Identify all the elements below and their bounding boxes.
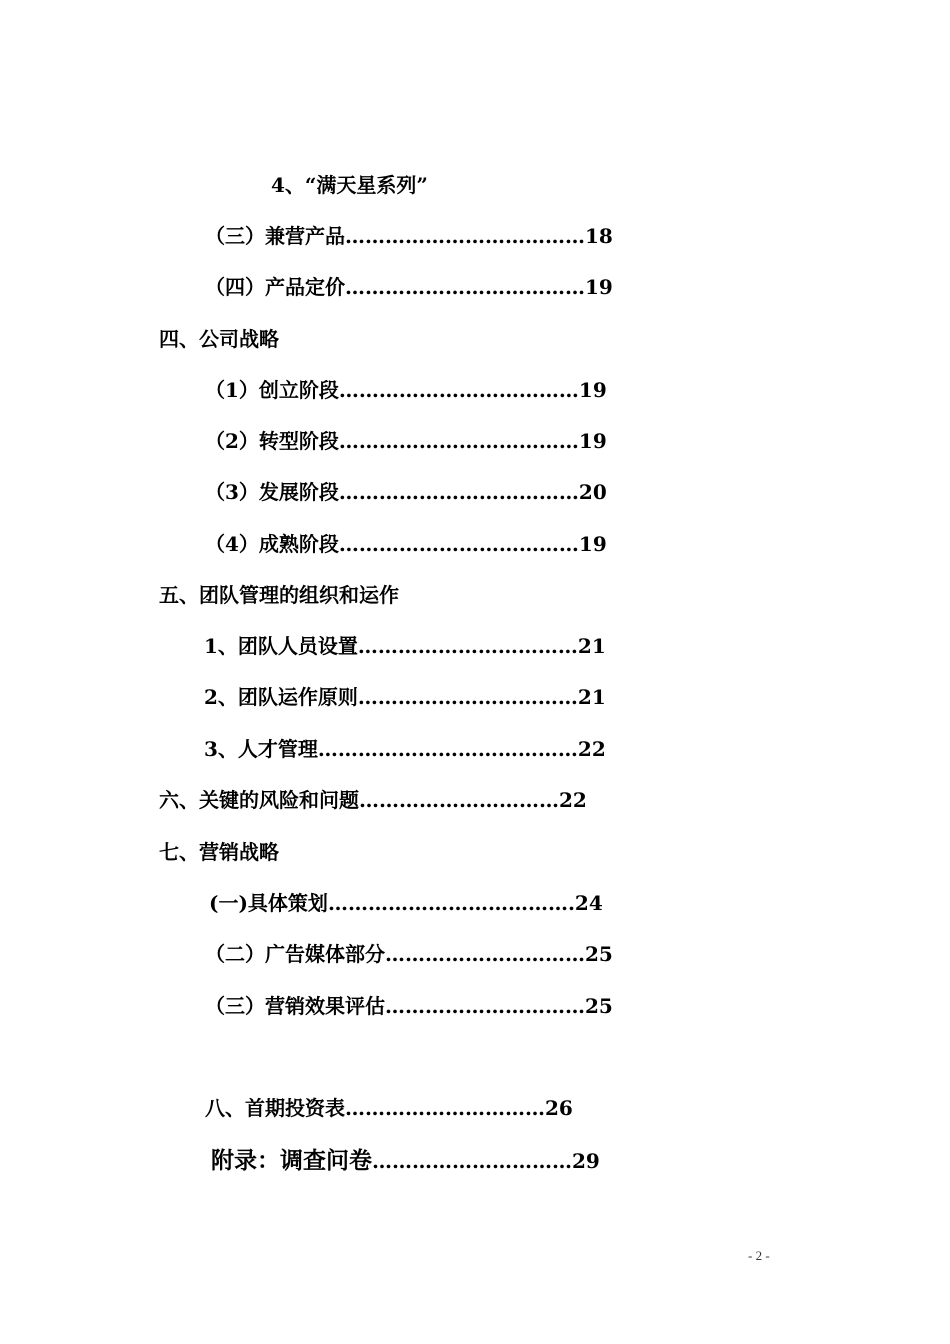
- toc-entry-text: 4、“满天星系列”: [271, 173, 428, 197]
- toc-page-number: 22: [559, 788, 587, 812]
- toc-page-number: 21: [577, 685, 606, 709]
- toc-page-number: 18: [585, 224, 613, 248]
- toc-leader-dots: ……………………………….: [327, 891, 575, 915]
- toc-leader-dots: ………………………………: [338, 480, 579, 504]
- toc-leader-dots: …………………………: [372, 1149, 572, 1173]
- page-footer-number: - 2 -: [748, 1248, 770, 1263]
- toc-page-number: 26: [545, 1096, 573, 1120]
- toc-leader-dots: ………………………………: [338, 378, 579, 402]
- toc-page-number: 29: [572, 1149, 600, 1173]
- toc-section-heading: [159, 326, 279, 352]
- toc-entry-text: 五、团队管理的组织和运作: [159, 583, 399, 607]
- toc-entry-text: （三）兼营产品: [205, 224, 345, 248]
- toc-entry: [205, 993, 613, 1019]
- toc-entry-text: 3、人才管理: [204, 737, 318, 761]
- toc-page-number: 19: [578, 378, 607, 402]
- toc-entry-text: 四、公司战略: [159, 327, 279, 351]
- toc-page-number: 19: [585, 275, 613, 299]
- toc-entry-text: 六、关键的风险和问题: [159, 788, 359, 812]
- toc-leader-dots: …………………………: [385, 942, 585, 966]
- toc-leader-dots: …………………………: [385, 994, 585, 1018]
- toc-page-number: 20: [578, 480, 607, 504]
- toc-entry: [271, 172, 428, 198]
- toc-entry-text: （4）成熟阶段: [205, 532, 339, 556]
- toc-page-number: 25: [585, 942, 613, 966]
- toc-entry: [205, 223, 613, 249]
- toc-entry: [205, 274, 613, 300]
- toc-section-heading: [159, 787, 587, 813]
- toc-leader-dots: ………………………………: [345, 275, 585, 299]
- toc-entry: [204, 684, 606, 710]
- toc-section-heading: [159, 582, 399, 608]
- toc-entry-text: 八、首期投资表: [205, 1096, 345, 1120]
- toc-leader-dots: ………………………………: [338, 429, 579, 453]
- toc-entry: [204, 736, 606, 762]
- toc-page-number: 21: [577, 634, 606, 658]
- toc-entry-text: 1、团队人员设置: [204, 634, 358, 658]
- toc-entry-text: （3）发展阶段: [205, 480, 339, 504]
- toc-section-heading: [205, 1095, 573, 1121]
- toc-entry: [205, 377, 607, 403]
- toc-leader-dots: …………………………: [359, 788, 559, 812]
- toc-entry-text: 七、营销战略: [159, 840, 279, 864]
- toc-leader-dots: ………………………………: [345, 224, 585, 248]
- toc-section-heading: [159, 839, 279, 865]
- toc-page-number: 25: [585, 994, 613, 1018]
- toc-page-number: 19: [578, 532, 607, 556]
- toc-leader-dots: …………………………………: [317, 737, 578, 761]
- toc-appendix-heading: [211, 1146, 600, 1176]
- toc-entry-text: （2）转型阶段: [205, 429, 339, 453]
- toc-leader-dots: ………………………………: [338, 532, 579, 556]
- toc-entry: [209, 890, 603, 916]
- toc-page-number: 19: [578, 429, 607, 453]
- toc-entry: [205, 479, 607, 505]
- toc-entry: [205, 428, 607, 454]
- toc-page-number: 24: [574, 891, 603, 915]
- toc-leader-dots: …………………………: [345, 1096, 545, 1120]
- toc-entry-text: （三）营销效果评估: [205, 994, 385, 1018]
- toc-entry-text: 附录：调查问卷: [211, 1147, 372, 1174]
- toc-entry-text: （四）产品定价: [205, 275, 345, 299]
- toc-leader-dots: ……………………………: [357, 685, 578, 709]
- toc-entry-text: （二）广告媒体部分: [205, 942, 385, 966]
- toc-entry-text: （1）创立阶段: [205, 378, 339, 402]
- toc-leader-dots: ……………………………: [357, 634, 578, 658]
- toc-entry: [205, 531, 607, 557]
- toc-entry: [204, 633, 606, 659]
- toc-entry-text: 2、团队运作原则: [204, 685, 358, 709]
- toc-entry: [205, 941, 613, 967]
- toc-entry-text: (一)具体策划: [209, 891, 328, 915]
- toc-page-number: 22: [577, 737, 606, 761]
